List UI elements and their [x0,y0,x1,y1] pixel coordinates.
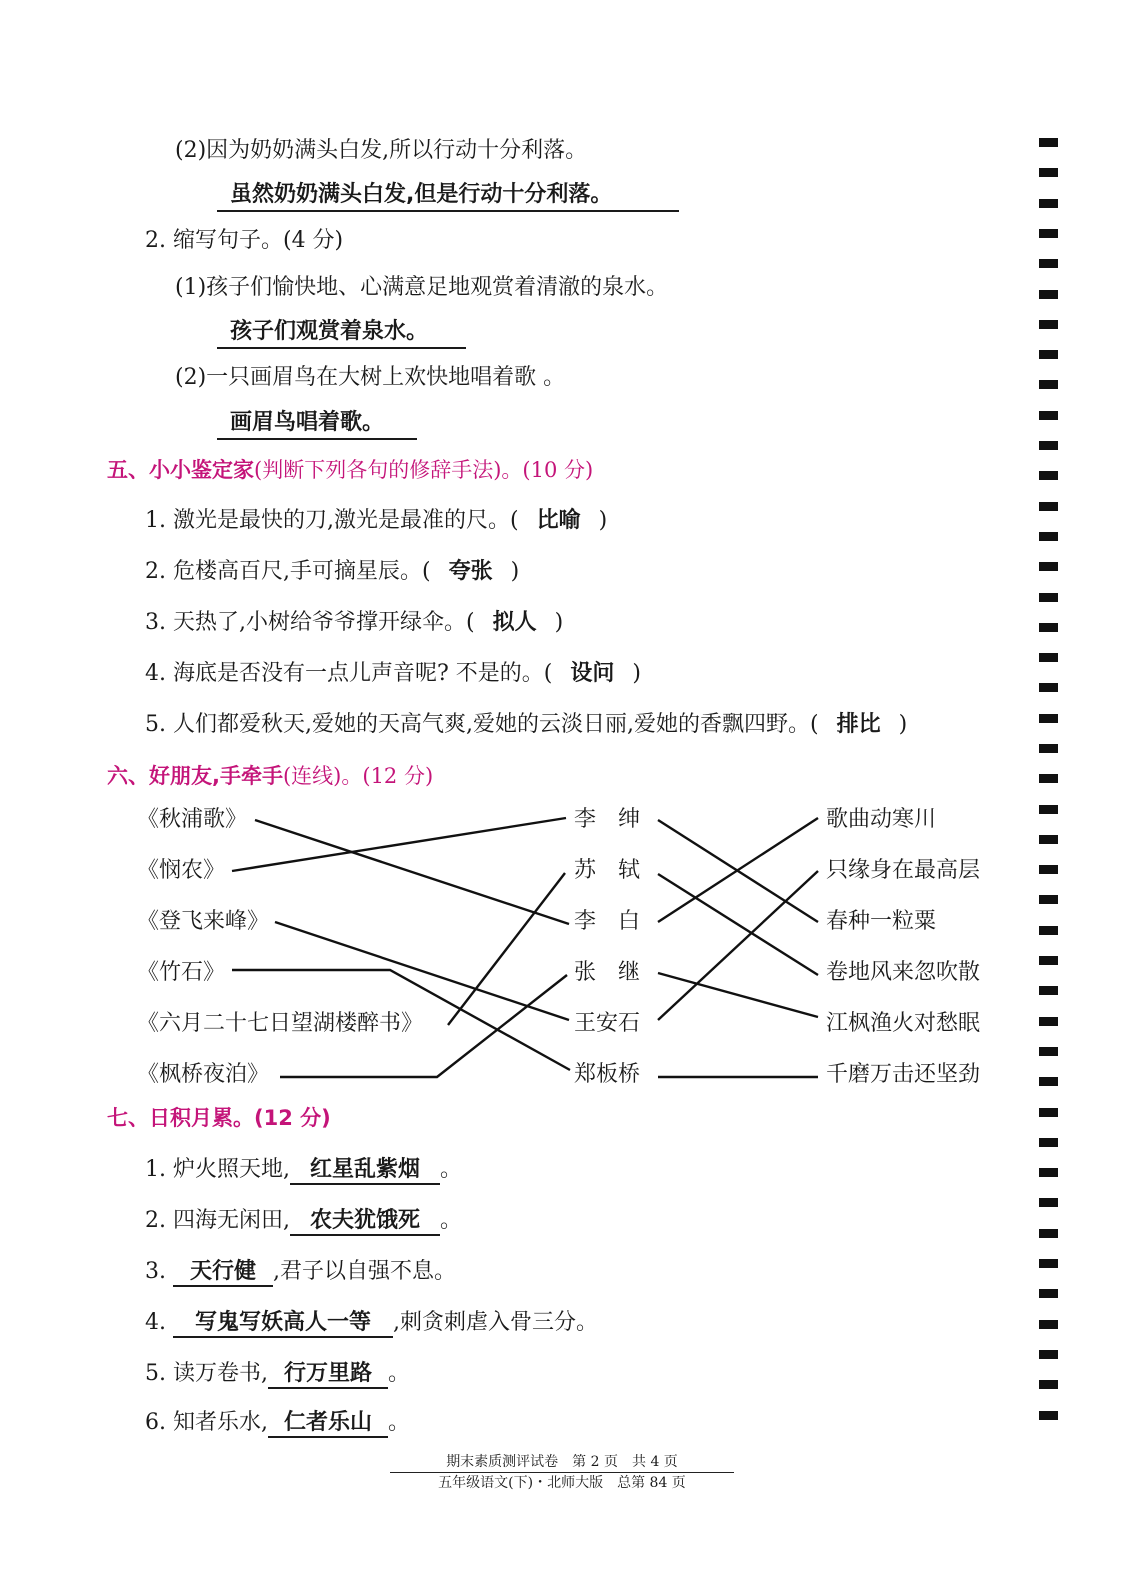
q2-2-answer: 画眉鸟唱着歌。 [217,408,417,440]
binding-mark [1039,986,1058,995]
poem-title: 《秋浦歌》 [137,807,248,832]
poem-line: 只缘身在最高层 [826,858,981,883]
poem-line: 春种一粒粟 [826,909,937,934]
binding-mark [1039,1198,1058,1207]
binding-mark [1039,168,1058,177]
poem-title: 《六月二十七日望湖楼醉书》 [137,1011,424,1036]
rhetoric-question: 2. 危楼高百尺,手可摘星辰。( [145,559,431,584]
poem-line: 卷地风来忽吹散 [826,960,981,985]
recitation-pre: 4. [145,1310,173,1335]
binding-mark [1039,623,1058,632]
binding-mark [1039,1077,1058,1086]
poem-title: 《竹石》 [137,960,226,985]
binding-mark [1039,259,1058,268]
binding-mark [1039,683,1058,692]
q2-1-answer: 孩子们观赏着泉水。 [217,317,466,349]
rhetoric-close: ) [632,661,641,686]
binding-mark [1039,1047,1058,1056]
rhetoric-answer: 排比 [836,712,881,737]
binding-mark [1039,1229,1058,1238]
rhetoric-answer: 比喻 [536,508,581,533]
rhetoric-close: ) [554,610,564,635]
connector-line [255,820,569,924]
recitation-answer: 农夫犹饿死 [290,1208,440,1236]
author-name: 苏 轼 [574,858,641,883]
binding-mark [1039,441,1058,450]
poem-line: 歌曲动寒川 [826,807,937,832]
rhetoric-question: 1. 激光是最快的刀,激光是最准的尺。( [145,508,519,533]
poem-title: 《登飞来峰》 [137,909,270,934]
connector-line [232,818,566,871]
section5-heading-main: 五、小小鉴定家 [107,458,254,482]
q1-2-prompt: (2)因为奶奶满头白发,所以行动十分利落。 [175,138,588,163]
rhetoric-question: 4. 海底是否没有一点儿声音呢? 不是的。( [145,661,553,686]
binding-mark [1039,532,1058,541]
binding-mark [1039,290,1058,299]
recitation-post: ,君子以自强不息。 [272,1259,456,1284]
binding-mark [1039,714,1058,723]
binding-mark [1039,229,1058,238]
binding-mark [1039,138,1058,147]
recitation-post: 。 [387,1410,410,1435]
recitation-item [145,1408,410,1438]
author-name: 李 绅 [574,807,641,832]
binding-mark [1039,1138,1058,1147]
binding-mark [1039,502,1058,511]
connector-line [658,973,818,1017]
recitation-item [145,1257,456,1287]
binding-mark [1039,744,1058,753]
recitation-post: 。 [439,1157,462,1182]
section7-heading: 七、日积月累。(12 分) [107,1106,331,1130]
binding-mark [1039,411,1058,420]
section5-heading-note: (判断下列各句的修辞手法)。(10 分) [254,458,594,482]
recitation-answer: 行万里路 [268,1361,388,1389]
rhetoric-close: ) [598,508,608,533]
binding-mark [1039,805,1058,814]
recitation-pre: 5. 读万卷书, [145,1361,268,1386]
rhetoric-answer: 夸张 [448,559,493,584]
author-name: 郑板桥 [574,1062,641,1087]
recitation-pre: 6. 知者乐水, [145,1410,268,1435]
footer-divider [390,1472,734,1473]
recitation-item [145,1359,410,1389]
q2-2-prompt: (2)一只画眉鸟在大树上欢快地唱着歌 。 [175,365,566,390]
binding-mark [1039,562,1058,571]
section6-heading-note: (连线)。(12 分) [282,764,434,788]
binding-mark [1039,895,1058,904]
rhetoric-close: ) [510,559,520,584]
binding-mark [1039,471,1058,480]
rhetoric-answer: 拟人 [492,610,537,635]
binding-mark [1039,956,1058,965]
binding-mark [1039,1168,1058,1177]
rhetoric-question: 5. 人们都爱秋天,爱她的天高气爽,爱她的云淡日丽,爱她的香飘四野。( [145,712,819,737]
recitation-answer: 仁者乐山 [268,1410,388,1438]
recitation-item [145,1155,462,1185]
author-name: 张 继 [574,960,641,985]
rhetoric-question: 3. 天热了,小树给爷爷撑开绿伞。( [145,610,475,635]
binding-mark [1039,1320,1058,1329]
recitation-item [145,1308,598,1338]
section6-heading-main: 六、好朋友,手牵手 [107,764,283,788]
recitation-post: 。 [387,1361,410,1386]
recitation-pre: 1. 炉火照天地, [145,1157,290,1182]
q1-2-answer: 虽然奶奶满头白发,但是行动十分利落。 [217,180,679,212]
q2-title: 2. 缩写句子。(4 分) [145,228,344,253]
binding-mark [1039,380,1058,389]
binding-mark [1039,593,1058,602]
binding-mark [1039,1108,1058,1117]
binding-mark [1039,1380,1058,1389]
recitation-answer: 红星乱紫烟 [290,1157,440,1185]
footer-page-info: 期末素质测评试卷 第 2 页 共 4 页 [446,1454,678,1470]
recitation-post: ,刺贪刺虐入骨三分。 [392,1310,598,1335]
binding-mark [1039,350,1058,359]
author-name: 李 白 [574,909,641,934]
recitation-answer: 写鬼写妖高人一等 [173,1310,393,1338]
recitation-pre: 2. 四海无闲田, [145,1208,290,1233]
poem-line: 江枫渔火对愁眠 [826,1011,981,1036]
rhetoric-close: ) [898,712,908,737]
poem-title: 《枫桥夜泊》 [137,1062,270,1087]
binding-mark [1039,865,1058,874]
footer-edition-info: 五年级语文(下)・北师大版 总第 84 页 [438,1475,686,1491]
connector-line [658,871,818,1020]
poem-title: 《悯农》 [137,858,226,883]
binding-mark [1039,1289,1058,1298]
binding-mark [1039,1259,1058,1268]
binding-mark [1039,320,1058,329]
rhetoric-answer: 设问 [570,661,615,686]
recitation-pre: 3. [145,1259,173,1284]
connector-line [232,970,570,1070]
binding-mark [1039,653,1058,662]
connector-line [448,873,565,1025]
connector-line [658,874,818,975]
binding-mark [1039,926,1058,935]
poem-line: 千磨万击还坚劲 [826,1062,981,1087]
binding-mark [1039,1017,1058,1026]
recitation-post: 。 [439,1208,462,1233]
binding-mark [1039,1350,1058,1359]
binding-mark [1039,774,1058,783]
q2-1-prompt: (1)孩子们愉快地、心满意足地观赏着清澈的泉水。 [175,275,669,300]
binding-mark [1039,1411,1058,1420]
recitation-answer: 天行健 [173,1259,273,1287]
recitation-item [145,1206,462,1236]
connector-line [280,975,567,1077]
binding-mark [1039,835,1058,844]
binding-mark [1039,199,1058,208]
author-name: 王安石 [574,1011,641,1036]
